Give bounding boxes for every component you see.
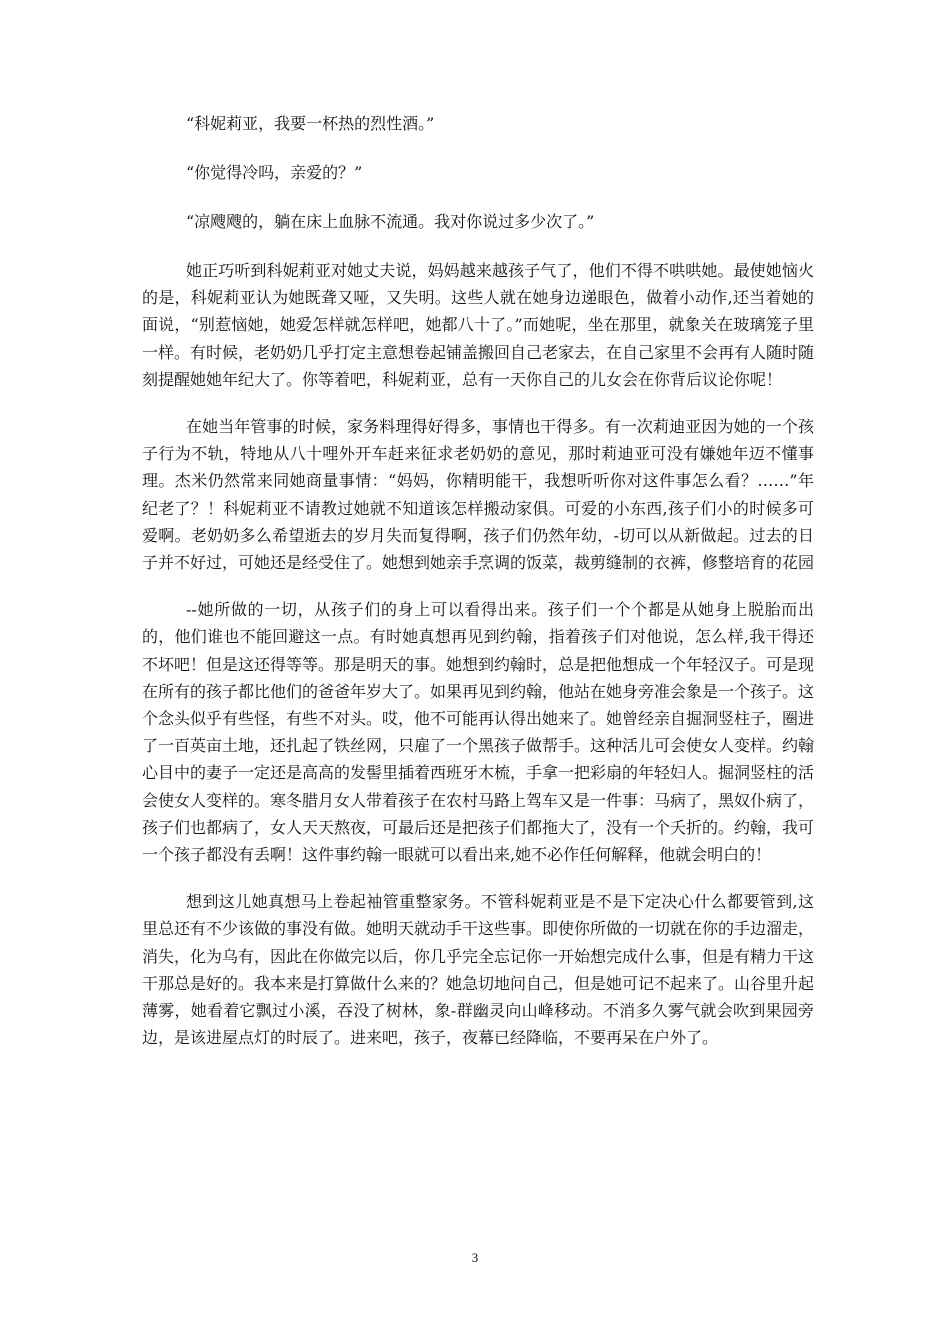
- dialogue-line: “凉飕飕的，躺在床上血脉不流通。我对你说过多少次了。”: [186, 212, 595, 231]
- paragraph: 在她当年管事的时候，家务料理得好得多，事情也干得多。有一次莉迪亚因为她的一个孩子行为不轨，特地从八十哩外开车赶来征求老奶奶的意见，那时莉迪亚可没有嫌她年迈不懂事理。杰米仍然常来同她商量事情：“妈妈，你精明能干，我想听听你对这件事怎么看？……”年纪老了？！科妮莉亚不请教过她就不知道该怎样搬动家俱。可爱的小东西,孩子们小的时候多可爱啊。老奶奶多么希望逝去的岁月失而复得啊，孩子们仍然年幼，-切可以从新做起。过去的日子并不好过，可她还是经受住了。她想到她亲手烹调的饭菜，裁剪缝制的衣裤，修整培育的花园: [142, 417, 815, 573]
- page-number: 3: [471, 1250, 479, 1265]
- document-body: [142, 110, 814, 1071]
- paragraph: 她正巧听到科妮莉亚对她丈夫说，妈妈越来越孩子气了，他们不得不哄哄她。最使她恼火的是，科妮莉亚认为她既聋又哑，又失明。这些人就在她身边递眼色，做着小动作,还当着她的面说，“别惹恼她，她爱怎样就怎样吧，她都八十了。”而她呢，坐在那里，就象关在玻璃笼子里一样。有时候，老奶奶几乎打定主意想卷起铺盖搬回自己老家去，在自己家里不会再有人随时随刻提醒她她年纪大了。你等着吧，科妮莉亚，总有一天你自己的儿女会在你背后议论你呢！: [142, 261, 815, 389]
- dialogue-line: “科妮莉亚，我要一杯热的烈性酒。”: [186, 114, 435, 133]
- dialogue-line: “你觉得冷吗，亲爱的？”: [186, 163, 363, 182]
- paragraph: 想到这儿她真想马上卷起袖管重整家务。不管科妮莉亚是不是下定决心什么都要管到,这里总还有不少该做的事没有做。她明天就动手干这些事。即使你所做的一切就在你的手边溜走，消失，化为乌有，因此在你做完以后，你几乎完全忘记你一开始想完成什么事，但是有精力干这干那总是好的。我本来是打算做什么来的？她急切地问自己，但是她可记不起来了。山谷里升起薄雾，她看着它飘过小溪，吞没了树林，象-群幽灵向山峰移动。不消多久雾气就会吹到果园旁边，是该进屋点灯的时辰了。进来吧，孩子，夜幕已经降临，不要再呆在户外了。: [142, 892, 815, 1048]
- paragraph: --她所做的一切，从孩子们的身上可以看得出来。孩子们一个个都是从她身上脱胎而出的，他们谁也不能回避这一点。有时她真想再见到约翰，指着孩子们对他说，怎么样,我干得还不坏吧！但是这还得等等。那是明天的事。她想到约翰时，总是把他想成一个年轻汉子。可是现在所有的孩子都比他们的爸爸年岁大了。如果再见到约翰，他站在她身旁准会象是一个孩子。这个念头似乎有些怪，有些不对头。哎，他不可能再认得出她来了。她曾经亲自掘洞竖柱子，圈进了一百英亩土地，还扎起了铁丝网，只雇了一个黑孩子做帮手。这种活儿可会使女人变样。约翰心目中的妻子一定还是高高的发髻里插着西班牙木梳，手拿一把彩扇的年轻妇人。掘洞竖柱的活会使女人变样的。寒冬腊月女人带着孩子在农村马路上驾车又是一件事：马病了，黑奴仆病了，孩子们也都病了，女人天天熬夜，可最后还是把孩子们都拖大了，没有一个夭折的。约翰，我可一个孩子都没有丢啊！这件事约翰一眼就可以看出来,她不必作任何解释，他就会明白的！: [142, 600, 815, 865]
